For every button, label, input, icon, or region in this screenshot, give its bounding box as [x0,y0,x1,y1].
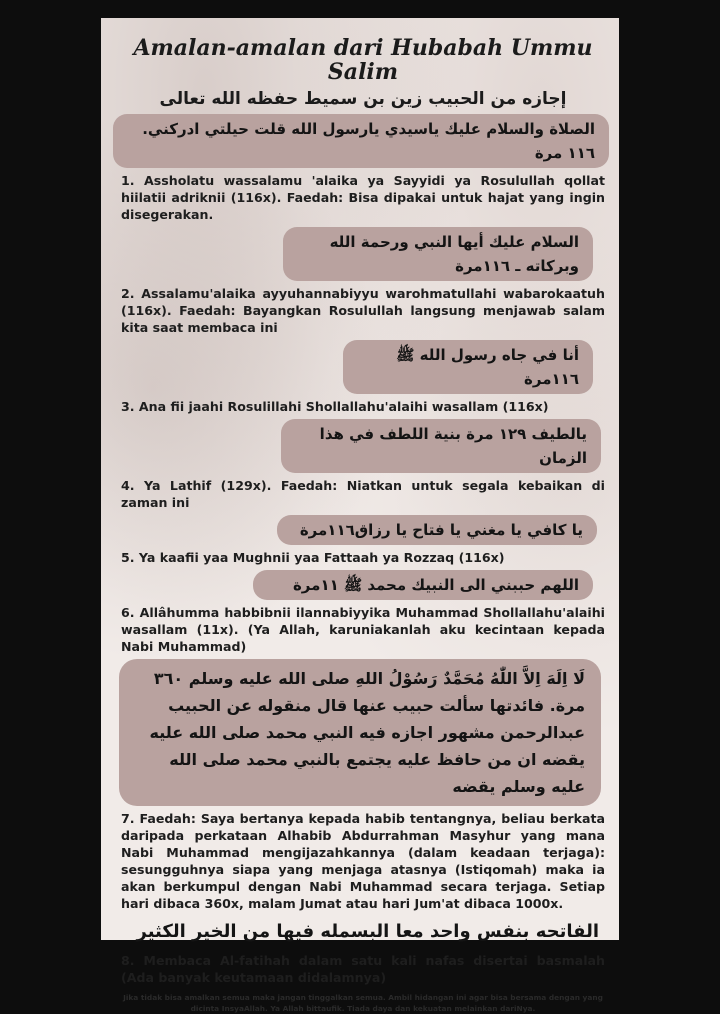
item-4-text: 4. Ya Lathif (129x). Faedah: Niatkan untuk segala kebaikan di zaman ini [121,478,605,510]
page-title: Amalan-amalan dari Hubabah Ummu Salim [133,35,593,85]
arabic-pill-6: اللهم حببني الى النبيك محمد ﷺ ١١مرة [253,570,593,600]
content-card [101,18,619,1013]
item-1-text: 1. Assholatu wassalamu 'alaika ya Sayyidi ya Rosulullah qollat hiilatii adriknii (116x). Faedah: Bisa dipakai untuk hajat yang ingin disegerakan. [121,173,605,222]
item-5-text: 5. Ya kaafii yaa Mughnii yaa Fattaah ya Rozzaq (116x) [121,550,505,565]
arabic-heading-8: الفاتحه بنفس واحد معا البسمله فيها من الخير الكثير [136,921,599,942]
arabic-pill-4: يالطيف ١٢٩ مرة بنية اللطف في هذا الزمان [281,419,601,473]
footer-note: Jika tidak bisa amalkan semua maka jangan tinggalkan semua. Ambil hidangan ini agar bisa bersama dengan yang dicinta InsyaAllah. Ya Allah bittaufik. Tiada daya dan kekuatan melainkan dariNya. [123,993,603,1013]
item-2-text: 2. Assalamu'alaika ayyuhannabiyyu warohmatullahi wabarokaatuh (116x). Faedah: Bayangkan Rosulullah langsung menjawab salam kita saat membaca ini [121,286,605,335]
arabic-pill-2: السلام عليك أيها النبي ورحمة الله وبركاته ـ ١١٦مرة [283,227,593,281]
item-7-text: 7. Faedah: Saya bertanya kepada habib tentangnya, beliau berkata daripada perkataan Alhabib Abdurrahman Masyhur yang mana Nabi Muhammad mengijazahkannya (dalam keadaan terjaga): sesungguhnya siapa yang menjaga atasnya (Istiqomah) maka ia akan berkumpul dengan Nabi Muhammad secara terjaga. Setiap hari dibaca 360x, malam Jumat atau hari Jum'at dibaca 1000x. [121,811,605,911]
item-8-text: 8. Membaca Al-fatihah dalam satu kali nafas disertai basmalah (Ada banyak keutamaan didalamnya) [121,953,605,985]
arabic-pill-7: لَا اِلَهَ اِلاَّ اللّٰهُ مُحَمَّدٌ رَسُوْلُ اللهِ صلى الله عليه وسلم ٣٦٠ مرة. فائدتها سألت حبيب عنها قال منقوله عن الحبيب عبدالرحمن مشهور اجازه فيه النبي محمد صلى الله عليه يقضه ان من حافظ عليه يجتمع بالنبي محمد صلى الله عليه وسلم يقضه [119,659,601,806]
arabic-pill-5: يا كافي يا مغني يا فتاح يا رزاق١١٦مرة [277,515,597,545]
arabic-subtitle: إجازه من الحبيب زين بن سميط حفظه الله تعالى [159,89,567,109]
item-3-text: 3. Ana fii jaahi Rosulillahi Shollallahu'alaihi wasallam (116x) [121,399,549,414]
item-6-text: 6. Allâhumma habbibnii ilannabiyyika Muhammad Shollallahu'alaihi wasallam (11x). (Ya Allah, karuniakanlah aku kecintaan kepada Nabi Muhammad) [121,605,605,654]
arabic-pill-1: الصلاة والسلام عليك ياسيدي يارسول الله قلت حيلتي ادركني. ١١٦ مرة [113,114,609,168]
arabic-pill-3: أنا في جاه رسول الله ﷺ ١١٦مرة [343,340,593,394]
